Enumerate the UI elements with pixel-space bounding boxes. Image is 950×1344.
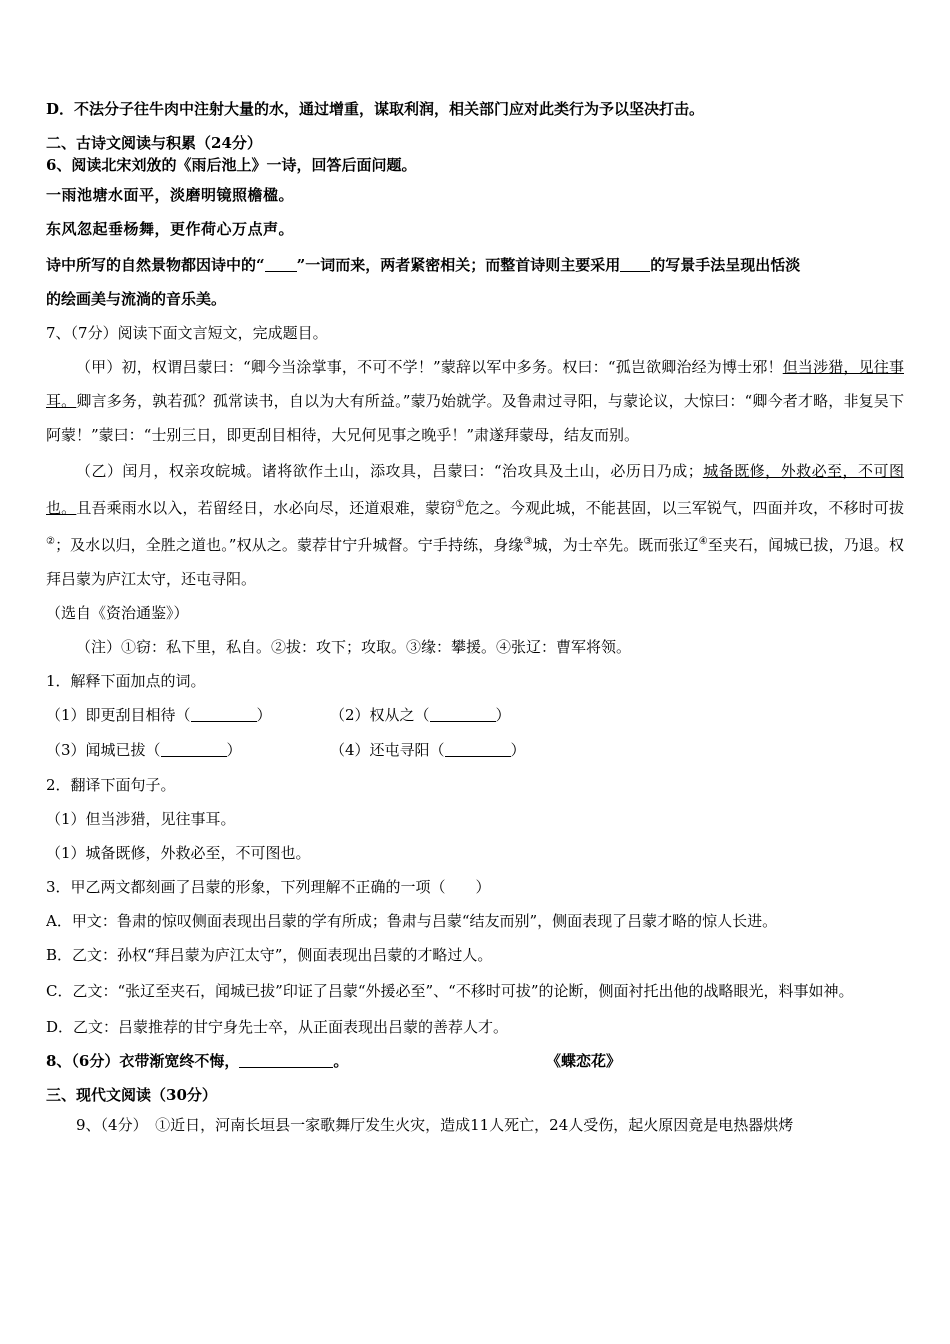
q6-blank-2[interactable] <box>620 256 650 272</box>
yi-underlined: 城备既修，外救必至，不可图也。 <box>46 462 904 517</box>
document-page <box>46 98 904 1136</box>
word-2: （2）权从之（ <box>330 706 430 724</box>
word-4-close: ） <box>510 741 526 759</box>
q7-passage-yi <box>46 454 904 596</box>
word-1: （1）即更刮目相待（ <box>46 706 191 724</box>
q6-task-b: ”一词而来，两者紧密相关；而整首诗则主要采用 <box>296 256 621 274</box>
poem-line-1: 一雨池塘水面平，淡磨明镜照檐楹。 <box>46 186 295 204</box>
poem-line-2: 东风忽起垂杨舞，更作荷心万点声。 <box>46 220 295 238</box>
note-mark-4: ④ <box>698 536 708 547</box>
q6-task <box>46 248 904 316</box>
q9-text: 9、（4分） ①近日，河南长垣县一家歌舞厅发生火灾，造成11人死亡，24人受伤，起火原因竟是电热器烘烤 <box>76 1116 794 1134</box>
q7-source: （选自《资治通鉴》） <box>46 604 189 622</box>
word-1-close: ） <box>256 706 272 724</box>
jia-text-b: 卿言多务，孰若孤？孤常读书，自以为大有所益。”蒙乃始就学。及鲁肃过寻阳，与蒙论议，大惊曰：“卿今者才略，非复吴下阿蒙！”蒙曰：“士别三日，即更刮目相待，大兄何见事之晚乎！”肃遂拜蒙母，结友而别。 <box>46 392 904 444</box>
yi-text-b: 且吾乘雨水以入，若留经日，水必向尽，还道艰难，蒙窃 <box>76 499 456 517</box>
yi-text-f: 至夹石，闻城已拔，乃退。权拜吕蒙为庐江太守，还屯寻阳。 <box>46 536 905 588</box>
option-d-top: D．不法分子往牛肉中注射大量的水，通过增重，谋取利润，相关部门应对此类行为予以坚决打击。 <box>46 100 705 118</box>
q6-stem: 6、阅读北宋刘攽的《雨后池上》一诗，回答后面问题。 <box>46 156 417 174</box>
jia-text-a: （甲）初，权谓吕蒙曰：“卿今当涂掌事，不可不学！”蒙辞以军中多务。权曰：“孤岂欲卿治经为博士邪！ <box>76 358 783 376</box>
section-3-title: 三、现代文阅读（30分） <box>46 1086 217 1104</box>
option-a: A．甲文：鲁肃的惊叹侧面表现出吕蒙的学有所成；鲁肃与吕蒙“结友而别”，侧面表现了吕蒙才略的惊人长进。 <box>46 912 778 930</box>
q7-passage-jia <box>46 350 904 452</box>
word-row-2 <box>46 739 904 761</box>
word-2-close: ） <box>495 706 511 724</box>
q7-notes: （注）①窃：私下里，私自。②拔：攻下；攻取。③缘：攀援。④张辽：曹军将领。 <box>76 638 632 656</box>
q8 <box>46 1050 904 1072</box>
translate-2: （1）城备既修，外救必至，不可图也。 <box>46 844 311 862</box>
word-4: （4）还屯寻阳（ <box>330 741 445 759</box>
q8-stem: 8、（6分）衣带渐宽终不悔， <box>46 1052 240 1070</box>
q7-sub3: 3．甲乙两文都刻画了吕蒙的形象，下列理解不正确的一项（ ） <box>46 878 491 896</box>
note-mark-3: ③ <box>523 536 533 547</box>
q6-task-d: 的绘画美与流淌的音乐美。 <box>46 290 227 308</box>
q6-blank-1[interactable] <box>265 256 297 272</box>
yi-text-c: 危之。今观此城，不能甚固，以三军锐气，四面并攻，不移时可拔 <box>464 499 904 517</box>
option-c: C．乙文：“张辽至夹石，闻城已拔”印证了吕蒙“外援必至”、“不移时可拔”的论断，侧面衬托出他的战略眼光，料事如神。 <box>46 982 854 1000</box>
note-mark-2: ② <box>46 536 56 547</box>
yi-text-a: （乙）闰月，权亲攻皖城。诸将欲作土山，添攻具，吕蒙曰：“治攻具及土山，必历日乃成； <box>76 462 703 480</box>
yi-text-d: ；及水以归，全胜之道也。”权从之。蒙荐甘宁升城督。宁手持练，身缘 <box>55 536 524 554</box>
word-3-blank[interactable] <box>161 741 227 757</box>
word-2-blank[interactable] <box>430 706 496 722</box>
word-3: （3）闻城已拔（ <box>46 741 161 759</box>
option-b: B．乙文：孙权“拜吕蒙为庐江太守”，侧面表现出吕蒙的才略过人。 <box>46 946 493 964</box>
word-3-close: ） <box>226 741 242 759</box>
q8-blank[interactable] <box>239 1052 333 1068</box>
q7-stem: 7、（7分）阅读下面文言短文，完成题目。 <box>46 324 328 342</box>
word-1-blank[interactable] <box>191 706 257 722</box>
section-2-title: 二、古诗文阅读与积累（24分） <box>46 134 262 152</box>
word-4-blank[interactable] <box>445 741 511 757</box>
option-d: D．乙文：吕蒙推荐的甘宁身先士卒，从正面表现出吕蒙的善荐人才。 <box>46 1018 509 1036</box>
q8-title: 《蝶恋花》 <box>546 1052 622 1070</box>
q6-task-c: 的写景手法呈现出恬淡 <box>650 256 801 274</box>
note-mark-1: ① <box>455 499 465 510</box>
q6-task-a: 诗中所写的自然景物都因诗中的“ <box>46 256 265 274</box>
word-row-1 <box>46 704 904 726</box>
yi-text-e: 城，为士卒先。既而张辽 <box>532 536 699 554</box>
q7-sub1: 1．解释下面加点的词。 <box>46 672 206 690</box>
jia-underlined: 但当涉猎，见往事耳。 <box>46 358 904 410</box>
translate-1: （1）但当涉猎，见往事耳。 <box>46 810 236 828</box>
q7-sub2: 2．翻译下面句子。 <box>46 776 176 794</box>
q8-end: 。 <box>333 1052 349 1070</box>
